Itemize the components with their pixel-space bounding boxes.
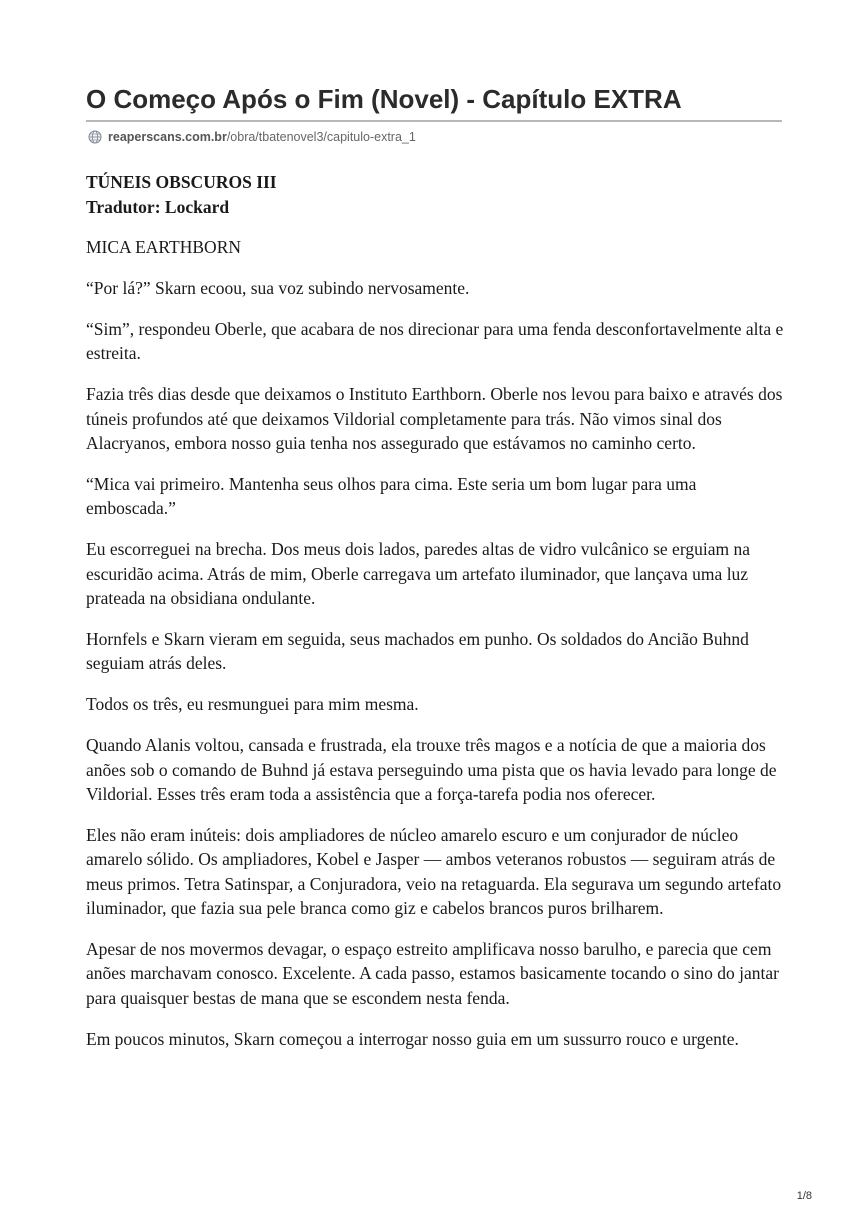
chapter-heading: TÚNEIS OBSCUROS III — [86, 172, 277, 192]
paragraph: “Mica vai primeiro. Mantenha seus olhos para cima. Este seria um bom lugar para uma emboscada.” — [86, 473, 697, 519]
paragraph: “Sim”, respondeu Oberle, que acabara de nos direcionar para uma fenda desconfortavelmente alta e estreita. — [86, 318, 784, 364]
paragraph: Apesar de nos movermos devagar, o espaço estreito amplificava nosso barulho, e parecia que cem anões marchavam conosco. Excelente. A cada passo, estamos basicamente tocando o sino do jantar para quaisquer bestas de mana que se escondem nesta fenda. — [86, 938, 779, 1008]
paragraph: Quando Alanis voltou, cansada e frustrada, ela trouxe três magos e a notícia de que a maioria dos anões sob o comando de Buhnd já estava perseguindo uma pista que os havia levado para longe de Vildorial. Esses três eram toda a assistência que a força-tarefa podia nos oferecer. — [86, 735, 777, 804]
paragraph: Em poucos minutos, Skarn começou a interrogar nosso guia em um sussurro rouco e urgente. — [86, 1028, 739, 1049]
paragraph: MICA EARTHBORN — [86, 237, 242, 257]
page-title: O Começo Após o Fim (Novel) - Capítulo EXTRA — [86, 84, 682, 114]
paragraph: Fazia três dias desde que deixamos o Instituto Earthborn. Oberle nos levou para baixo e através dos túneis profundos até que deixamos Vildorial completamente para trás. Não vimos sinal dos Alacryanos, embora nosso guia tenha nos assegurado que estávamos no caminho certo. — [86, 384, 783, 453]
paragraph: Eles não eram inúteis: dois ampliadores de núcleo amarelo escuro e um conjurador de núcleo amarelo sólido. Os ampliadores, Kobel e Jasper — ambos veteranos robustos — seguiram atrás de meus primos. Tetra Satinspar, a Conjuradora, veio na retaguarda. Ela segurava um segundo artefato iluminador, que fazia sua pele branca como giz e cabelos brancos puros brilharem. — [86, 824, 782, 919]
title-divider — [86, 120, 782, 122]
paragraph: Hornfels e Skarn vieram em seguida, seus machados em punho. Os soldados do Ancião Buhnd seguiam atrás deles. — [86, 628, 749, 674]
chapter-heading-block — [86, 170, 786, 219]
translator-credit: Tradutor: Lockard — [86, 196, 230, 217]
page-number: 1/8 — [796, 1190, 812, 1202]
globe-icon — [88, 130, 102, 144]
source-path[interactable]: /obra/tbatenovel3/capitulo-extra_1 — [226, 130, 416, 144]
paragraph: Todos os três, eu resmunguei para mim mesma. — [86, 694, 419, 715]
source-domain[interactable]: reaperscans.com.br — [108, 130, 227, 144]
article-body — [86, 170, 786, 1068]
source-url[interactable] — [88, 128, 416, 146]
paragraph: “Por lá?” Skarn ecoou, sua voz subindo nervosamente. — [86, 277, 470, 298]
paragraph: Eu escorreguei na brecha. Dos meus dois lados, paredes altas de vidro vulcânico se erguiam na escuridão acima. Atrás de mim, Oberle carregava um artefato iluminador, que lançava uma luz prateada na obsidiana ondulante. — [86, 539, 750, 608]
